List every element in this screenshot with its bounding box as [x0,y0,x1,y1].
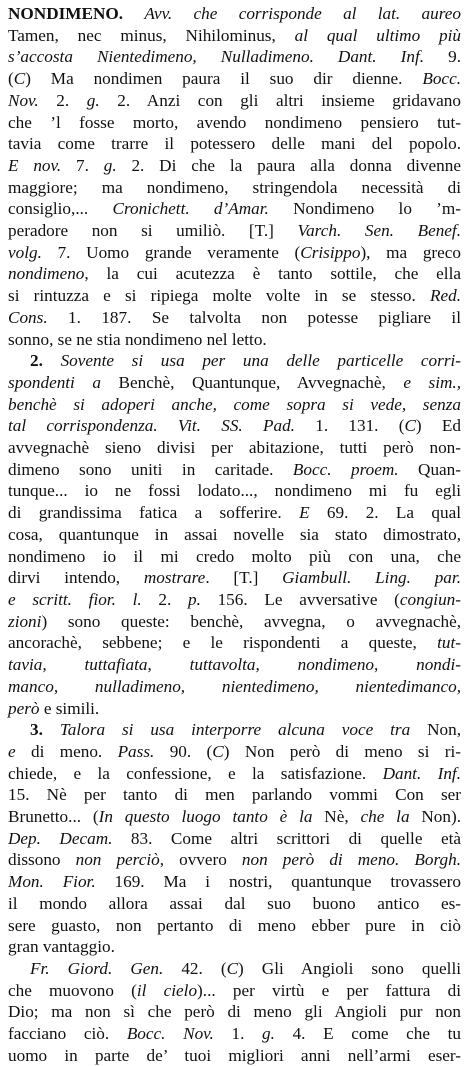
italic-text: Bocc. [422,69,461,89]
italic-text: Crisippo [300,242,361,262]
italic-text: e scritt. fior. l. [8,589,142,609]
text-span: 1. 131. ( [294,416,405,436]
italic-text: Varch. Sen. Benef. [297,221,461,241]
text-span: di grandissima fatica a sofferire. [8,503,300,523]
italic-text: manco, nulladimeno, nientedimeno, nientedimanco, [8,676,461,696]
italic-text: il cielo [136,980,198,1000]
text-span: 1. [213,1024,263,1044]
entry-line [8,242,461,264]
italic-text: Talora si usa interporre alcuna voce tra [59,720,411,740]
text-span: 7. [61,155,104,175]
entry-line [8,133,461,155]
text-span: gran vantaggio. [8,937,115,957]
text-span: dimeno sono uniti in caritade. [8,459,293,479]
text-span: 2. Anzi con gli altri insieme gridavano [99,90,461,110]
entry-line [8,3,461,25]
entry-line [8,307,461,329]
text-span: 2. [141,589,188,609]
italic-text: In questo luogo tanto è la [98,807,313,827]
text-span: 1. 187. Se talvolta non potesse pigliare il [47,307,461,327]
italic-text: Nov. [8,90,39,110]
text-span: 69. 2. La qual [309,503,461,523]
entry-line [8,198,461,220]
text-span: 156. Le avversative ( [200,589,400,609]
italic-text: non però di meno. Borgh. [241,850,461,870]
entry-line [8,25,461,47]
text-span: avvegnachè sieno divisi per abitazione, tutti però non- [8,438,461,458]
entry-line [8,741,461,763]
text-span: dissono [8,850,76,870]
entry-line [8,524,461,546]
entry-line [8,285,461,307]
entry-line [8,893,461,915]
entry-line [8,567,461,589]
italic-text: Red. [429,286,461,306]
text-span: 42. ( [163,958,227,978]
italic-text: Cons. [8,307,48,327]
text-span: 4. E come che tu [274,1024,462,1044]
text-span: il mondo allora assai dal suo buono antico es- [8,893,461,913]
italic-text: Bocc. proem. [292,459,399,479]
text-span: Non, [410,720,461,740]
entry-line [8,763,461,785]
entry-line [8,849,461,871]
text-span: maggiore; ma nondimeno, stringendola necessità di [8,177,461,197]
entry-line [8,220,461,242]
entry-line [8,459,461,481]
text-span: 169. Ma i nostri, quantunque trovassero [95,872,461,892]
text-span: cosa, quantunque in assai novelle sia stato dimostrato, [8,524,461,544]
entry-line [8,1045,461,1066]
entry-line [8,719,461,741]
text-span: peradore non si umiliò. [T.] [8,221,298,241]
italic-text: Pass. [117,741,155,761]
italic-text: s’accosta Nientedimeno, Nulladimeno. Dant. Inf. [8,47,425,67]
italic-text: p. [187,589,201,609]
italic-text: E nov. [8,155,62,175]
italic-text: Avv. che corrisponde al lat. aureo [144,4,461,23]
italic-text: al qual ultimo più [294,25,461,45]
text-span: Tamen, nec minus, Nihilominus, [8,25,295,45]
italic-text: Mon. Fior. [8,872,96,892]
text-span: ) Gli Angioli sono quelli [238,958,462,978]
entry-line [8,936,461,958]
italic-text: zioni [8,611,42,631]
bold-text: 3. [30,720,43,740]
entry-line [8,828,461,850]
text-span: facciano ciò. [8,1024,127,1044]
italic-text: tal corrispondenza. Vit. SS. Pad. [8,416,295,436]
entry-line [8,589,461,611]
text-span: )... per virtù e per fattura di [197,980,461,1000]
text-span [43,720,60,739]
text-span: ) Ma nondimen paura il suo dir dienne. [25,69,423,89]
text-span: tavia come trarre il potessero delle mani del popolo. [8,134,461,154]
text-span: 83. Come altri scrittori di quelle età [112,828,461,848]
text-span: di meno. [15,741,118,761]
text-span: . [T.] [205,568,283,588]
text-span: 2. Di che la paura alla donna divenne [116,155,461,175]
bold-text: 2. [30,351,43,371]
italic-text: g. [86,90,100,110]
text-span: 2. [38,90,87,110]
italic-text: C [13,69,26,89]
text-span: ancorachè, sebbene; e le rispondenti a queste, [8,633,438,653]
italic-text: Dep. Decam. [8,828,113,848]
text-span: ( [8,69,14,89]
entry-line [8,611,461,633]
italic-text: che la [360,807,410,827]
italic-text: nondimeno [8,264,85,284]
text-span: dirvi intendo, [8,568,144,588]
entry-line [8,415,461,437]
text-span: chiede, e la confessione, e la satisfazione. [8,763,383,783]
entry-line [8,480,461,502]
italic-text: tut- [437,633,461,653]
italic-text: tavia, tuttafiata, tuttavolta, nondimeno, nondi- [8,655,461,675]
text-span: Nè, [312,807,361,827]
italic-text: volg. [8,242,42,262]
entry-line [8,502,461,524]
text-span: 7. Uomo grande veramente ( [41,242,301,262]
text-span: che ’l fosse morto, avendo nondimeno pensiero tut- [8,112,461,132]
italic-text: C [404,416,416,436]
italic-text: congiun- [399,589,461,609]
italic-text: spondenti a [8,372,101,392]
entry-line [8,112,461,134]
entry-line [8,177,461,199]
italic-text: però [8,698,40,718]
italic-text: Sovente si usa per una delle particelle corri- [60,351,462,371]
text-span: 90. ( [154,741,213,761]
entry-line [8,437,461,459]
entry-line [8,263,461,285]
italic-text: Fr. Giord. Gen. [30,958,164,978]
headword: NONDIMENO. [8,4,124,23]
text-span: Quan- [398,459,461,479]
text-span: 15. Nè per tanto di men parlando vommi Con ser [8,785,461,805]
entry-line [8,1001,461,1023]
text-span: consiglio,... [8,199,113,219]
italic-text: Dant. Inf. [382,763,461,783]
text-span: che muovono ( [8,980,137,1000]
italic-text: Bocc. Nov. [126,1024,214,1044]
entry-line [8,654,461,676]
entry-line [8,46,461,68]
text-span: ) Ed [415,416,461,436]
text-span: Dio; ma non sì che però di meno gli Angioli pur non [8,1002,461,1022]
entry-line [8,871,461,893]
entry-line [8,698,461,720]
text-span: e simili. [39,698,100,718]
text-span: sonno, se ne stia nondimeno nel letto. [8,329,267,349]
entry-line [8,546,461,568]
text-span: Benchè, Quantunque, Avvegnachè, [101,372,404,392]
italic-text: C [226,958,239,978]
entry-line [8,958,461,980]
entry-line [8,68,461,90]
entry-line [8,350,461,372]
text-span: 9. [424,47,461,67]
text-span: tunque... io ne fossi lodato..., nondimeno mi fu egli [8,481,461,501]
text-span: nondimeno io il mi credo molto più con una, che [8,546,461,566]
italic-text: g. [103,155,117,175]
italic-text: e sim., [403,372,461,392]
italic-text: C [212,741,224,761]
text-span: uomo in parte de’ tuoi migliori anni nell’armi eser- [8,1045,461,1065]
text-span: si rintuzza e si ripiega molte volte in se stesso. [8,286,430,306]
text-span: ) sono queste: benchè, avvegna, o avvegnachè, [41,611,461,631]
italic-text: E [299,503,310,523]
entry-line [8,90,461,112]
text-span: sere guasto, non pertanto di meno ebber pure in ciò [8,915,461,935]
italic-text: Cronichett. d’Amar. [112,199,269,219]
entry-line [8,632,461,654]
entry-line [8,784,461,806]
entry-line [8,980,461,1002]
text-span: , ovvero [159,850,242,870]
text-span: , la cui acutezza è tanto sottile, che ella [84,264,461,284]
entry-line [8,372,461,394]
entry-line [8,1023,461,1045]
entry-line [8,394,461,416]
entry-line [8,806,461,828]
italic-text: mostrare [143,568,206,588]
text-span: Non). [409,807,462,827]
text-span: Brunetto... ( [8,807,99,827]
entry-line [8,155,461,177]
italic-text: e [8,741,16,761]
entry-line [8,915,461,937]
text-span: Nondimeno lo ’m- [268,199,461,219]
text-span [43,351,61,370]
italic-text: Giambull. Ling. par. [282,568,461,588]
text-span: ) Non però di meno si ri- [223,741,461,761]
italic-text: benchè si adoperi anche, come sopra si vede, senza [8,394,461,414]
entry-line [8,676,461,698]
italic-text: non perciò [75,850,160,870]
entry-line [8,329,461,351]
text-span: ), ma greco [360,242,461,262]
italic-text: g. [262,1024,275,1044]
text-span [123,4,144,23]
